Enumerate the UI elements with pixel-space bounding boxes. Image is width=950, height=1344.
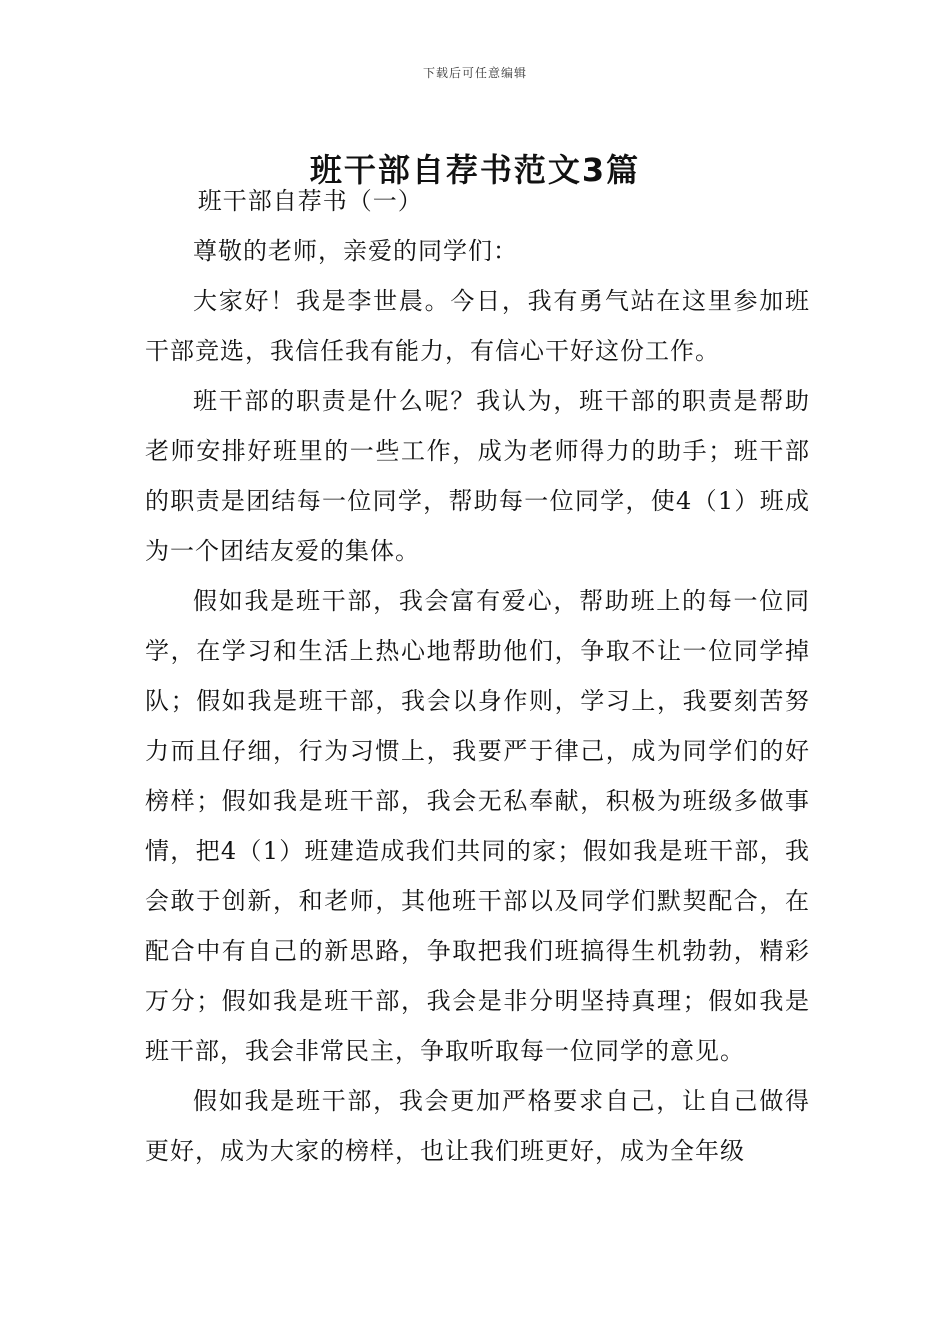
- document-body: [145, 176, 810, 1176]
- body-paragraph-greeting: 大家好！我是李世晨。今日，我有勇气站在这里参加班干部竞选，我信任我有能力，有信心干好这份工作。: [145, 287, 810, 365]
- body-paragraph-pledges: 假如我是班干部，我会富有爱心，帮助班上的每一位同学，在学习和生活上热心地帮助他们，争取不让一位同学掉队；假如我是班干部，我会以身作则，学习上，我要刻苦努力而且仔细，行为习惯上，我要严于律己，成为同学们的好榜样；假如我是班干部，我会无私奉献，积极为班级多做事情，把4（1）班建造成我们共同的家；假如我是班干部，我会敢于创新，和老师，其他班干部以及同学们默契配合，在配合中有自己的新思路，争取把我们班搞得生机勃勃，精彩万分；假如我是班干部，我会是非分明坚持真理；假如我是班干部，我会非常民主，争取听取每一位同学的意见。: [145, 587, 810, 1065]
- salutation: 尊敬的老师，亲爱的同学们：: [193, 237, 518, 265]
- header-note: 下载后可任意编辑: [422, 66, 527, 80]
- section-subtitle: 班干部自荐书（一）: [197, 187, 423, 215]
- body-paragraph-duties: 班干部的职责是什么呢？我认为，班干部的职责是帮助老师安排好班里的一些工作，成为老师得力的助手；班干部的职责是团结每一位同学，帮助每一位同学，使4（1）班成为一个团结友爱的集体。: [145, 387, 810, 565]
- document-title: 班干部自荐书范文3篇: [309, 151, 641, 190]
- body-paragraph-closing: 假如我是班干部，我会更加严格要求自己，让自己做得更好，成为大家的榜样，也让我们班更好，成为全年级: [145, 1087, 810, 1165]
